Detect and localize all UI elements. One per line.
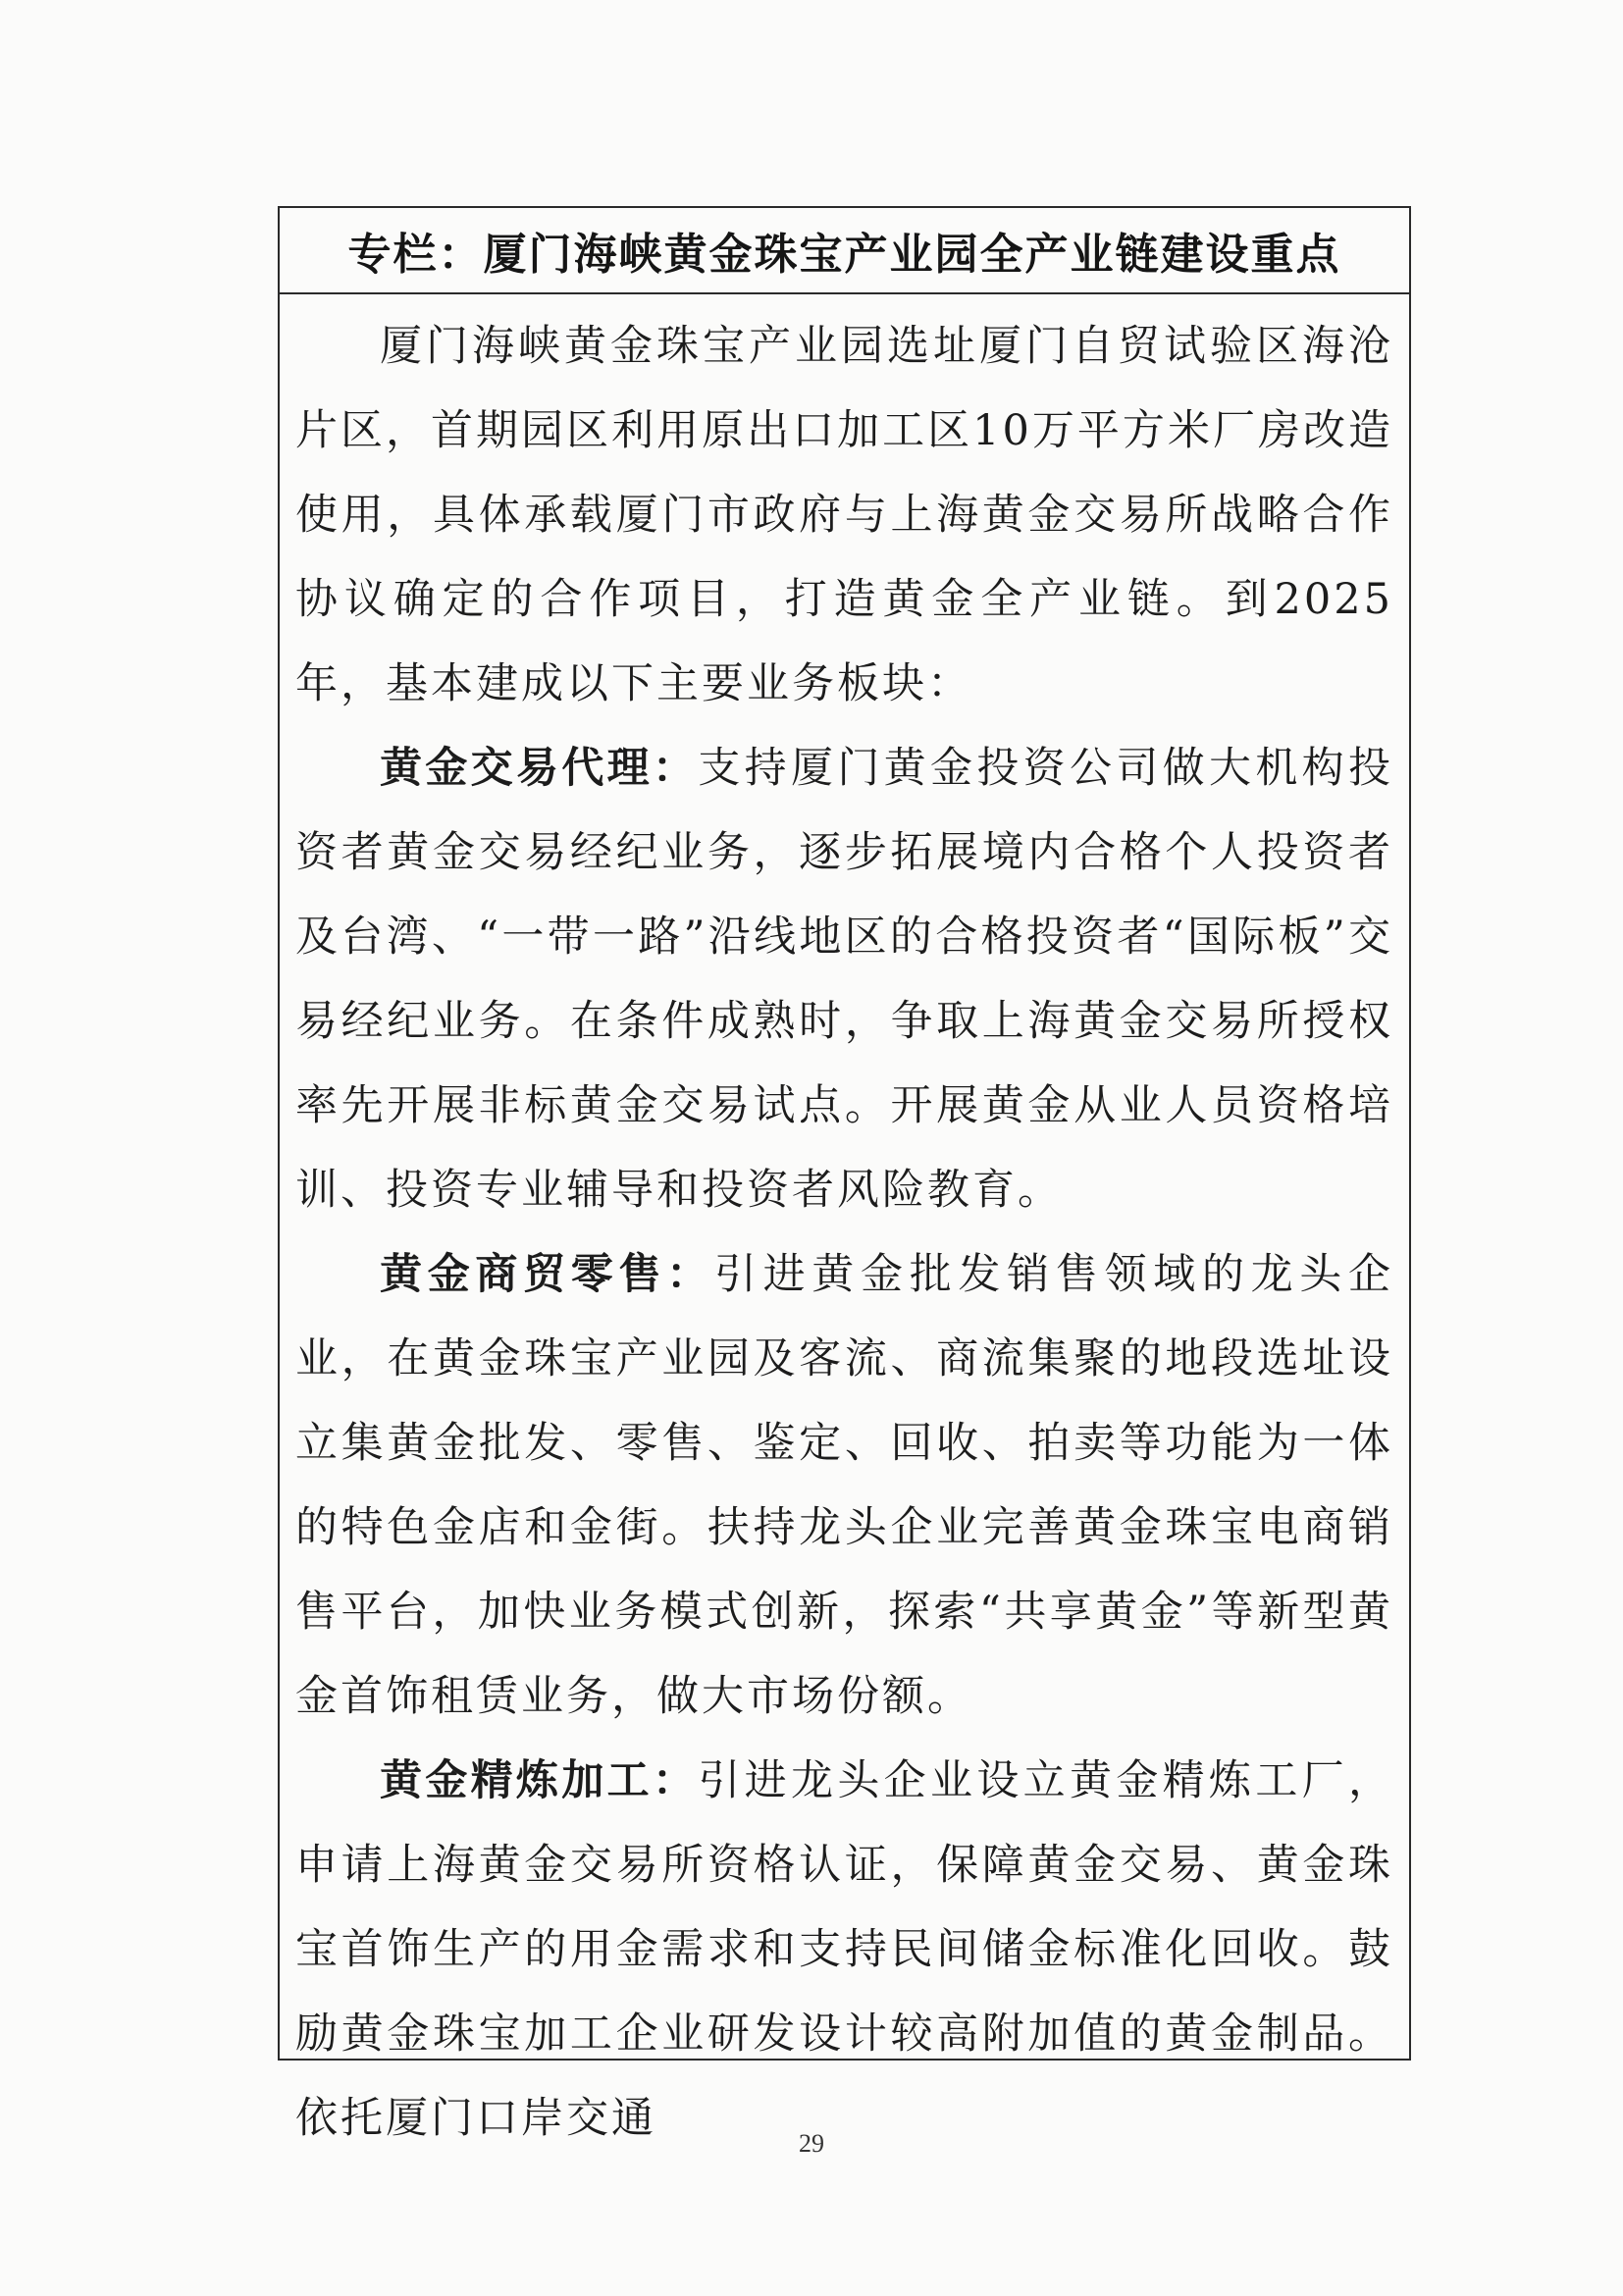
column-header xyxy=(280,208,1409,294)
section-text: 引进黄金批发销售领域的龙头企业，在黄金珠宝产业园及客流、商流集聚的地段选址设立集黄金批发、零售、鉴定、回收、拍卖等功能为一体的特色金店和金街。扶持龙头企业完善黄金珠宝电商销售平台，加快业务模式创新，探索“共享黄金”等新型黄金首饰租赁业务，做大市场份额。 xyxy=(295,1250,1394,1721)
column-body xyxy=(280,294,1409,2161)
section-text: 引进龙头企业设立黄金精炼工厂，申请上海黄金交易所资格认证，保障黄金交易、黄金珠宝首饰生产的用金需求和支持民间储金标准化回收。鼓励黄金珠宝加工企业研发设计较高附加值的黄金制品。依托厦门口岸交通 xyxy=(295,1756,1394,2143)
section-heading: 黄金精炼加工： xyxy=(380,1756,699,1805)
section-retail xyxy=(295,1232,1393,1739)
section-text: 支持厦门黄金投资公司做大机构投资者黄金交易经纪业务，逐步拓展境内合格个人投资者及台湾、“一带一路”沿线地区的合格投资者“国际板”交易经纪业务。在条件成熟时，争取上海黄金交易所授权率先开展非标黄金交易试点。开展黄金从业人员资格培训、投资专业辅导和投资者风险教育。 xyxy=(295,744,1394,1215)
column-title: 专栏：厦门海峡黄金珠宝产业园全产业链建设重点 xyxy=(347,230,1341,280)
feature-column-box xyxy=(278,206,1411,2143)
section-heading: 黄金商贸零售： xyxy=(380,1250,714,1299)
section-trading-agency xyxy=(295,726,1393,1232)
section-heading: 黄金交易代理： xyxy=(380,744,699,793)
section-refining xyxy=(295,1739,1393,2161)
page-number: 29 xyxy=(799,2129,824,2158)
intro-paragraph: 厦门海峡黄金珠宝产业园选址厦门自贸试验区海沧片区，首期园区利用原出口加工区10万平方米厂房改造使用，具体承载厦门市政府与上海黄金交易所战略合作协议确定的合作项目，打造黄金全产业链。到2025年，基本建成以下主要业务板块： xyxy=(295,322,1393,708)
